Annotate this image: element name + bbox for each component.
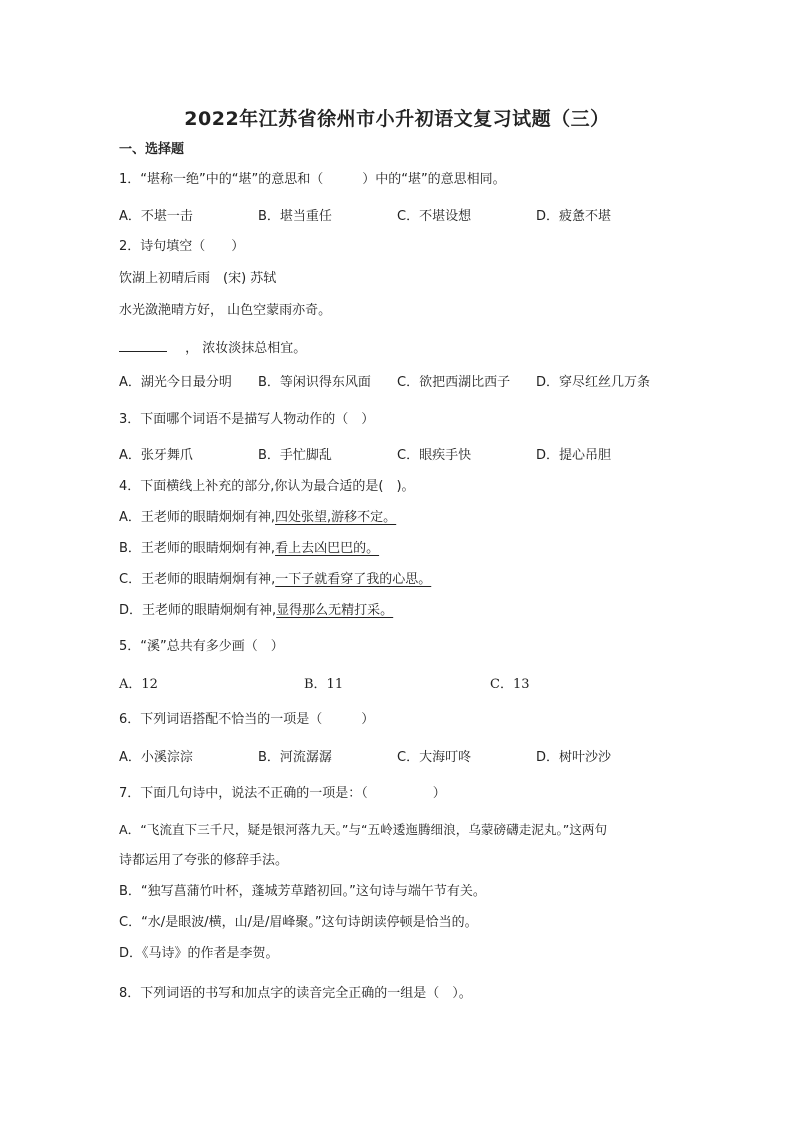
q1-option-c: C．不堪设想 bbox=[397, 209, 472, 224]
q2-option-b: B．等闲识得东风面 bbox=[258, 375, 371, 390]
q7-option-d: D．《马诗》的作者是李贺。 bbox=[119, 946, 279, 961]
question-5-stem: 5．“溪”总共有多少画（ ） bbox=[119, 639, 284, 654]
q1-option-d: D．疲惫不堪 bbox=[536, 209, 612, 224]
q4-option-prefix: 王老师的眼睛炯炯有神, bbox=[140, 541, 276, 556]
question-2-stem: 2．诗句填空（ ） bbox=[119, 239, 245, 254]
q6-option-a: A．小溪淙淙 bbox=[119, 750, 193, 765]
q2-option-a: A．湖光今日最分明 bbox=[119, 375, 232, 390]
poem-title: 饮湖上初晴后雨 (宋) 苏轼 bbox=[119, 271, 277, 286]
q1-option-a: A．不堪一击 bbox=[119, 209, 193, 224]
q3-option-d: D．提心吊胆 bbox=[536, 448, 612, 463]
poem-line-1: 水光潋滟晴方好， 山色空蒙雨亦奇。 bbox=[119, 303, 332, 318]
question-6-stem: 6．下列词语搭配不恰当的一项是（ ） bbox=[119, 712, 375, 727]
q4-option-c bbox=[119, 571, 431, 589]
q4-option-b bbox=[119, 540, 379, 558]
q6-option-b: B．河流潺潺 bbox=[258, 750, 332, 765]
q5-option-a: A．12 bbox=[119, 677, 158, 692]
q2-option-d: D．穿尽红丝几万条 bbox=[536, 375, 651, 390]
q7-option-b: B．“独写菖蒲竹叶杯，蓬城芳草踏初回。”这句诗与端午节有关。 bbox=[119, 884, 486, 899]
q4-option-prefix: 王老师的眼睛炯炯有神, bbox=[141, 572, 276, 587]
q3-option-a: A．张牙舞爪 bbox=[119, 448, 193, 463]
question-7-stem: 7．下面几句诗中，说法不正确的一项是：（ ） bbox=[119, 786, 446, 801]
poem-line-2-text: ， 浓妆淡抹总相宜。 bbox=[185, 341, 307, 356]
q4-option-a-text: 四处张望,游移不定。 bbox=[275, 510, 397, 525]
answer-blank bbox=[119, 339, 167, 352]
q7-option-a-line-1: A．“飞流直下三千尺，疑是银河落九天。”与“五岭逶迤腾细浪，乌蒙磅礴走泥丸。”这两句 bbox=[119, 822, 608, 837]
q4-option-a-letter: A． bbox=[119, 510, 141, 525]
q4-option-a bbox=[119, 509, 396, 527]
q4-option-c-letter: C． bbox=[119, 572, 142, 587]
q4-option-b-letter: B． bbox=[119, 541, 141, 556]
q4-option-c-text: 一下子就看穿了我的心思。 bbox=[275, 572, 432, 587]
question-3-stem: 3．下面哪个词语不是描写人物动作的（ ） bbox=[119, 412, 375, 427]
q2-option-c: C．欲把西湖比西子 bbox=[397, 375, 511, 390]
q4-option-d bbox=[119, 602, 393, 620]
q4-option-d-letter: D． bbox=[119, 603, 143, 618]
q7-option-c: C．“水/是眼波/横，山/是/眉峰聚。”这句诗朗读停顿是恰当的。 bbox=[119, 915, 478, 930]
question-1-stem: 1．“堪称一绝”中的“堪”的意思和（ ）中的“堪”的意思相同。 bbox=[119, 172, 506, 187]
q4-option-b-text: 看上去凶巴巴的。 bbox=[275, 541, 380, 556]
poem-line-2 bbox=[119, 339, 306, 358]
q4-option-prefix: 王老师的眼睛炯炯有神, bbox=[140, 510, 276, 525]
q3-option-b: B．手忙脚乱 bbox=[258, 448, 332, 463]
q7-option-a-line-2: 诗都运用了夸张的修辞手法。 bbox=[119, 853, 289, 868]
question-4-stem: 4．下面横线上补充的部分,你认为最合适的是( )。 bbox=[119, 479, 415, 494]
q5-option-b: B．11 bbox=[304, 677, 344, 692]
question-8-stem: 8．下列词语的书写和加点字的读音完全正确的一组是（ ）。 bbox=[119, 986, 472, 1001]
q6-option-d: D．树叶沙沙 bbox=[536, 750, 612, 765]
q1-option-b: B．堪当重任 bbox=[258, 209, 332, 224]
page-title: 2022年江苏省徐州市小升初语文复习试题（三） bbox=[184, 108, 610, 130]
q4-option-prefix: 王老师的眼睛炯炯有神, bbox=[142, 603, 277, 618]
q6-option-c: C．大海叮咚 bbox=[397, 750, 472, 765]
q5-option-c: C．13 bbox=[490, 677, 530, 692]
q4-option-d-text: 显得那么无精打采。 bbox=[276, 603, 394, 618]
section-heading: 一、选择题 bbox=[119, 142, 185, 157]
q3-option-c: C．眼疾手快 bbox=[397, 448, 472, 463]
